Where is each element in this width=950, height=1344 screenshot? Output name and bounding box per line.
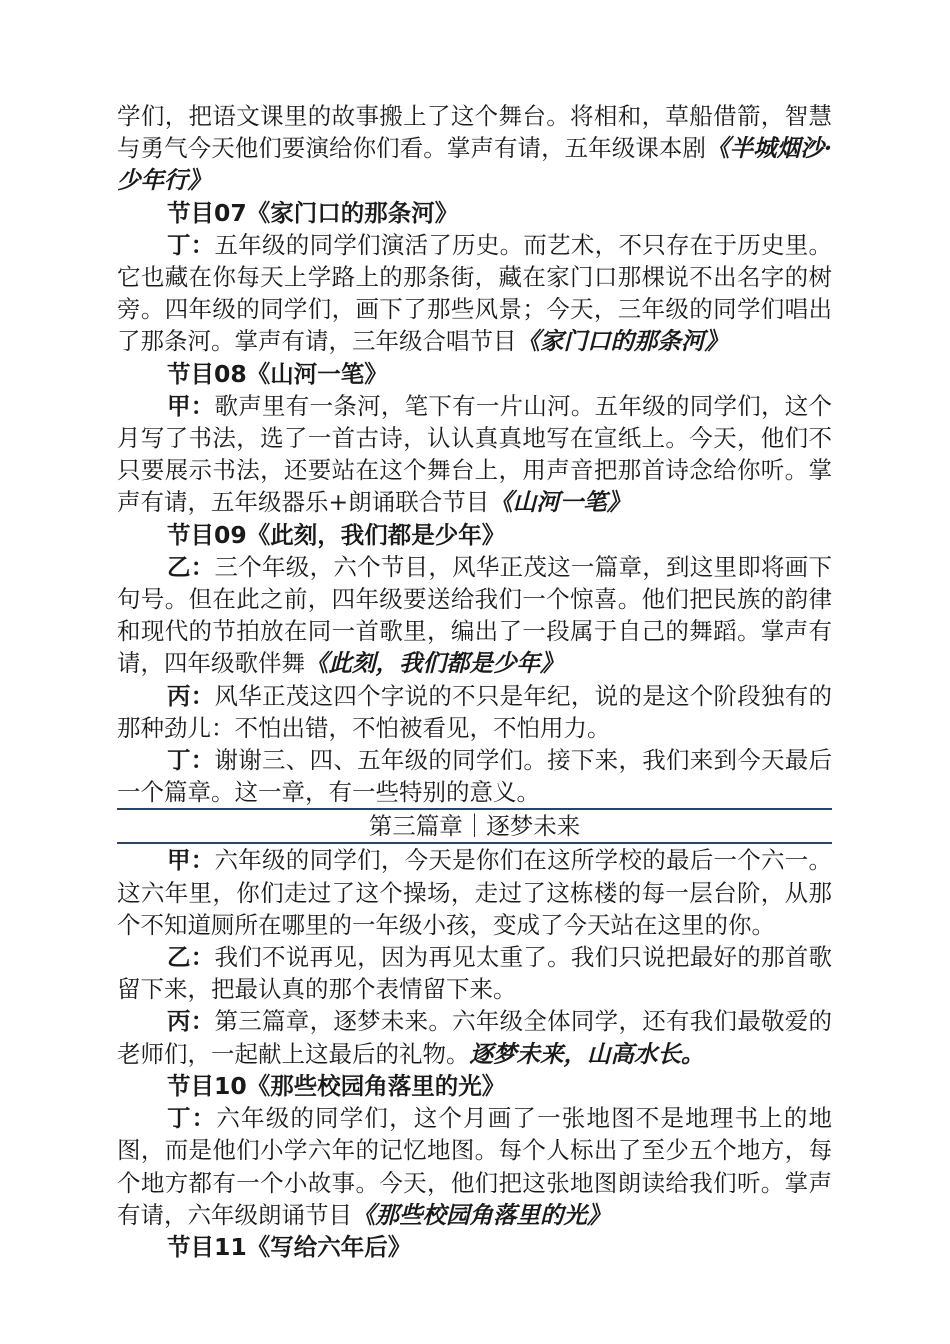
document-body	[117, 100, 832, 1263]
emphasis-text: 逐梦未来，山高水长。	[469, 1039, 705, 1068]
program-09-title: 节目09《此刻，我们都是少年》	[167, 520, 506, 549]
program-name: 《山河一笔》	[489, 488, 631, 517]
host-line	[117, 390, 832, 519]
program-11-title: 节目11《写给六年后》	[167, 1232, 412, 1261]
program-name: 《半城烟沙·少年行》	[117, 134, 832, 195]
program-name: 《那些校园角落里的光》	[352, 1200, 611, 1229]
host-line	[117, 744, 832, 808]
program-08-title: 节目08《山河一笔》	[167, 359, 388, 388]
speaker-label: 乙：	[167, 943, 215, 972]
speaker-label: 丙：	[167, 1007, 215, 1036]
program-name: 《家门口的那条河》	[516, 327, 728, 356]
program-07-title: 节目07《家门口的那条河》	[167, 198, 459, 227]
host-text: 第三篇章，逐梦未来。六年级全体同学，还有我们最敬爱的老师们，一起献上这最后的礼物。	[117, 1007, 833, 1068]
host-line	[117, 844, 832, 941]
speaker-label: 丁：	[167, 1104, 217, 1133]
speaker-label: 丙：	[167, 681, 215, 710]
host-line	[117, 551, 832, 680]
chapter-heading: 第三篇章｜逐梦未来	[117, 808, 832, 844]
speaker-label: 丁：	[167, 746, 215, 775]
speaker-label: 丁：	[167, 230, 215, 259]
host-text: 六年级的同学们，这个月画了一张地图不是地理书上的地图，而是他们小学六年的记忆地图。每个人标出了至少五个地方，每个地方都有一个小故事。今天，他们把这张地图朗读给我们听。掌声有请，六年级朗诵节目	[117, 1104, 833, 1229]
host-text: 五年级的同学们演活了历史。而艺术，不只存在于历史里。它也藏在你每天上学路上的那条街，藏在家门口那棵说不出名字的树旁。四年级的同学们，画下了那些风景；今天，三年级的同学们唱出了那条河。掌声有请，三年级合唱节目	[117, 230, 833, 356]
intro-text: 学们，把语文课里的故事搬上了这个舞台。将相和，草船借箭，智慧与勇气今天他们要演给你们看。掌声有请，五年级课本剧	[117, 102, 832, 163]
host-line	[117, 1102, 832, 1231]
intro-paragraph	[117, 100, 832, 197]
program-name: 《此刻，我们都是少年》	[305, 649, 564, 678]
program-10-title: 节目10《那些校园角落里的光》	[167, 1071, 506, 1100]
host-line	[117, 229, 832, 358]
host-line	[117, 941, 832, 1005]
host-line	[117, 1005, 832, 1069]
host-text: 我们不说再见，因为再见太重了。我们只说把最好的那首歌留下来，把最认真的那个表情留下来。	[117, 943, 833, 1004]
speaker-label: 甲：	[167, 846, 215, 875]
speaker-label: 乙：	[167, 552, 215, 581]
host-line	[117, 680, 832, 744]
host-text: 三个年级，六个节目，风华正茂这一篇章，到这里即将画下句号。但在此之前，四年级要送给我们一个惊喜。他们把民族的韵律和现代的节拍放在同一首歌里，编出了一段属于自己的舞蹈。掌声有请，四年级歌伴舞	[117, 552, 833, 678]
speaker-label: 甲：	[167, 391, 215, 420]
host-text: 六年级的同学们，今天是你们在这所学校的最后一个六一。这六年里，你们走过了这个操场，走过了这栋楼的每一层台阶，从那个不知道厕所在哪里的一年级小孩，变成了今天站在这里的你。	[117, 846, 833, 939]
host-text: 谢谢三、四、五年级的同学们。接下来，我们来到今天最后一个篇章。这一章，有一些特别的意义。	[117, 746, 833, 807]
host-text: 歌声里有一条河，笔下有一片山河。五年级的同学们，这个月写了书法，选了一首古诗，认认真真地写在宣纸上。今天，他们不只要展示书法，还要站在这个舞台上，用声音把那首诗念给你听。掌声有请，五年级器乐+朗诵联合节目	[117, 391, 833, 517]
host-text: 风华正茂这四个字说的不只是年纪，说的是这个阶段独有的那种劲儿：不怕出错，不怕被看见，不怕用力。	[117, 681, 833, 742]
